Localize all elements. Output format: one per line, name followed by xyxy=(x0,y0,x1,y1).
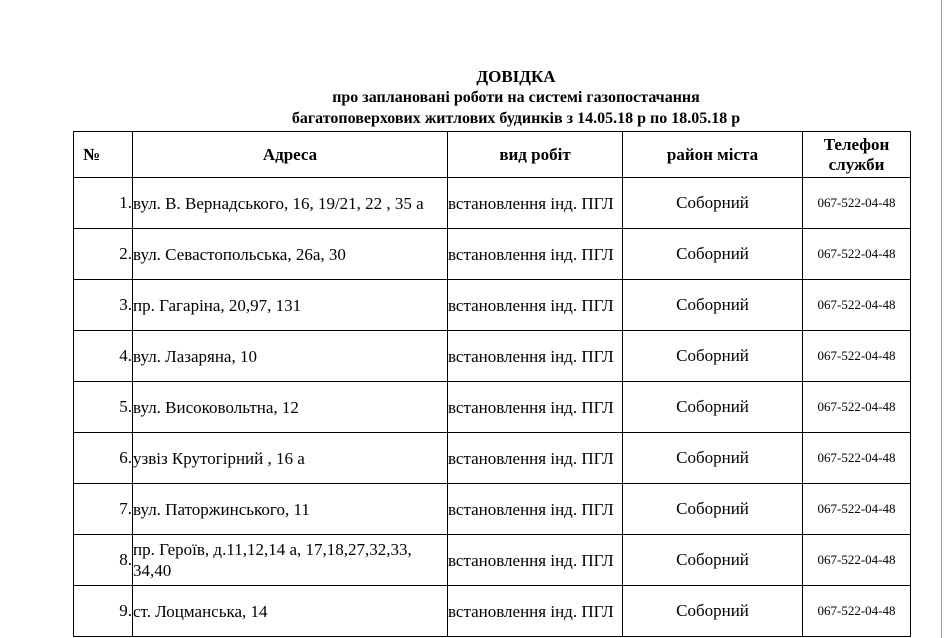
row-work: встановлення інд. ПГЛ xyxy=(448,229,623,280)
row-address: вул. Севастопольська, 26а, 30 xyxy=(133,229,448,280)
row-work: встановлення інд. ПГЛ xyxy=(448,382,623,433)
row-work: встановлення інд. ПГЛ xyxy=(448,586,623,637)
row-work: встановлення інд. ПГЛ xyxy=(448,433,623,484)
row-district: Соборний xyxy=(623,280,803,331)
header-phone xyxy=(803,132,911,178)
table-row xyxy=(74,280,911,331)
table-row xyxy=(74,535,911,586)
row-work: встановлення інд. ПГЛ xyxy=(448,331,623,382)
header-phone-line2: служби xyxy=(828,154,885,174)
table-row xyxy=(74,382,911,433)
row-district: Соборний xyxy=(623,331,803,382)
row-phone: 067-522-04-48 xyxy=(803,586,911,637)
row-district: Соборний xyxy=(623,586,803,637)
table-row xyxy=(74,331,911,382)
row-num: 7. xyxy=(74,484,133,535)
table-row xyxy=(74,586,911,637)
row-address: узвіз Крутогірний , 16 а xyxy=(133,433,448,484)
row-num: 3. xyxy=(74,280,133,331)
header-district: район міста xyxy=(623,132,803,178)
row-num: 1. xyxy=(74,178,133,229)
row-address: ст. Лоцманська, 14 xyxy=(133,586,448,637)
row-district: Соборний xyxy=(623,433,803,484)
header-address: Адреса xyxy=(133,132,448,178)
document-title: ДОВІДКА xyxy=(476,67,556,86)
row-phone: 067-522-04-48 xyxy=(803,280,911,331)
row-work: встановлення інд. ПГЛ xyxy=(448,280,623,331)
table-row xyxy=(74,433,911,484)
row-phone: 067-522-04-48 xyxy=(803,178,911,229)
row-work: встановлення інд. ПГЛ xyxy=(448,535,623,586)
row-address: вул. В. Вернадського, 16, 19/21, 22 , 35 а xyxy=(133,178,448,229)
row-district: Соборний xyxy=(623,178,803,229)
row-phone: 067-522-04-48 xyxy=(803,382,911,433)
row-address: вул. Паторжинського, 11 xyxy=(133,484,448,535)
document-subtitle-line1: про заплановані роботи на системі газопостачання xyxy=(332,89,700,106)
row-work: встановлення інд. ПГЛ xyxy=(448,484,623,535)
table-row xyxy=(74,484,911,535)
document-header xyxy=(0,66,949,129)
row-district: Соборний xyxy=(623,382,803,433)
table-row xyxy=(74,229,911,280)
row-district: Соборний xyxy=(623,229,803,280)
works-table xyxy=(73,131,911,637)
row-num: 2. xyxy=(74,229,133,280)
row-district: Соборний xyxy=(623,535,803,586)
header-phone-line1: Телефон xyxy=(823,134,890,154)
row-num: 4. xyxy=(74,331,133,382)
row-phone: 067-522-04-48 xyxy=(803,484,911,535)
header-work: вид робіт xyxy=(448,132,623,178)
table-header-row xyxy=(74,132,911,178)
row-num: 8. xyxy=(74,535,133,586)
row-district: Соборний xyxy=(623,484,803,535)
row-num: 9. xyxy=(74,586,133,637)
row-address: пр. Героїв, д.11,12,14 а, 17,18,27,32,33, 34,40 xyxy=(133,535,448,586)
row-work: встановлення інд. ПГЛ xyxy=(448,178,623,229)
row-phone: 067-522-04-48 xyxy=(803,229,911,280)
row-phone: 067-522-04-48 xyxy=(803,331,911,382)
row-phone: 067-522-04-48 xyxy=(803,433,911,484)
row-num: 6. xyxy=(74,433,133,484)
row-num: 5. xyxy=(74,382,133,433)
row-address: вул. Лазаряна, 10 xyxy=(133,331,448,382)
row-phone: 067-522-04-48 xyxy=(803,535,911,586)
table-row xyxy=(74,178,911,229)
row-address: пр. Гагаріна, 20,97, 131 xyxy=(133,280,448,331)
row-address: вул. Високовольтна, 12 xyxy=(133,382,448,433)
document-subtitle-line2: багатоповерхових житлових будинків з 14.05.18 р по 18.05.18 р xyxy=(291,110,741,127)
header-num: № xyxy=(74,132,133,178)
